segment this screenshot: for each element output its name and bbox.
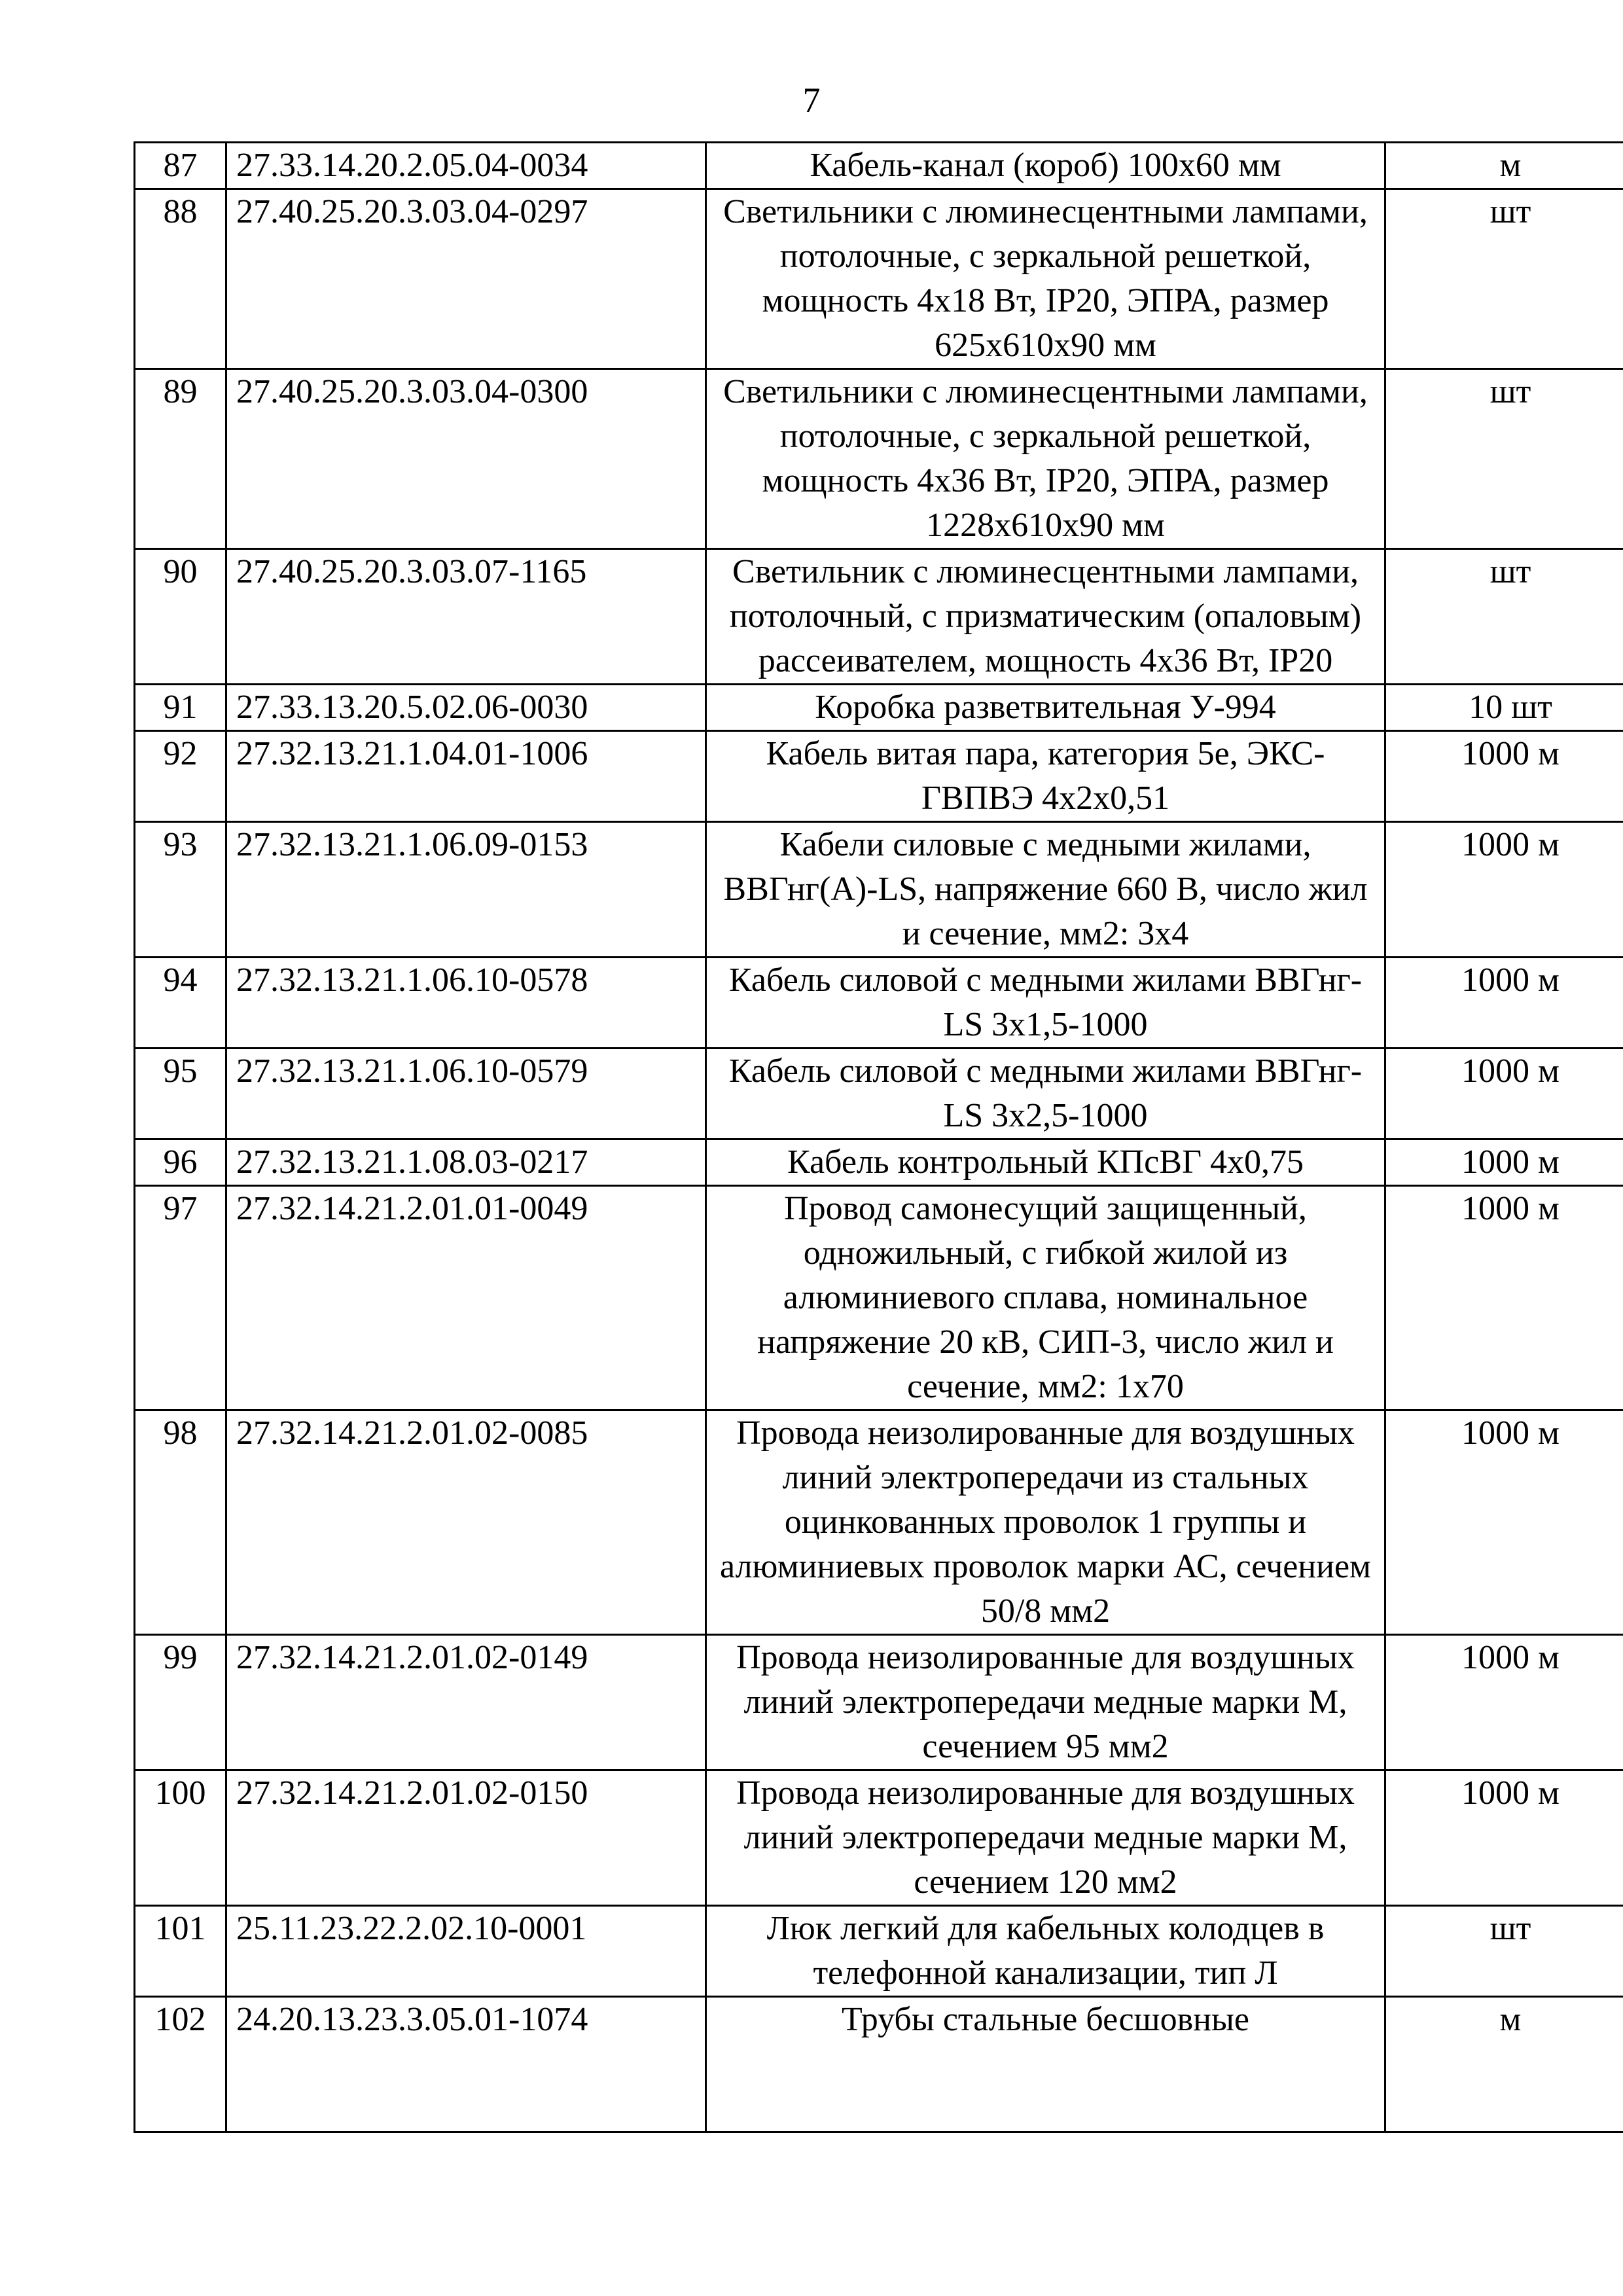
table-row bbox=[135, 1906, 1623, 1997]
row-code: 27.32.13.21.1.06.09-0153 bbox=[226, 822, 706, 958]
table-row bbox=[135, 822, 1623, 958]
row-name: Провода неизолированные для воздушных линий электропередачи из стальных оцинкованных проволок 1 группы и алюминиевых проволок марки АС, сечением 50/8 мм2 bbox=[706, 1410, 1385, 1635]
row-code: 27.32.13.21.1.06.10-0579 bbox=[226, 1049, 706, 1139]
row-number: 94 bbox=[135, 958, 226, 1049]
table-row bbox=[135, 549, 1623, 685]
row-number: 89 bbox=[135, 369, 226, 549]
row-code: 27.32.14.21.2.01.02-0085 bbox=[226, 1410, 706, 1635]
row-code: 27.32.13.21.1.08.03-0217 bbox=[226, 1139, 706, 1186]
row-unit: шт bbox=[1385, 369, 1623, 549]
table-row bbox=[135, 1635, 1623, 1770]
row-number: 96 bbox=[135, 1139, 226, 1186]
row-number: 97 bbox=[135, 1186, 226, 1410]
table-row bbox=[135, 731, 1623, 822]
row-unit: шт bbox=[1385, 189, 1623, 369]
materials-table bbox=[134, 141, 1623, 2133]
row-name: Кабель контрольный КПсВГ 4x0,75 bbox=[706, 1139, 1385, 1186]
table-row bbox=[135, 1770, 1623, 1906]
row-unit: 1000 м bbox=[1385, 731, 1623, 822]
row-unit: 1000 м bbox=[1385, 1049, 1623, 1139]
row-unit: м bbox=[1385, 143, 1623, 189]
page-number: 7 bbox=[802, 81, 821, 120]
row-code: 27.32.13.21.1.06.10-0578 bbox=[226, 958, 706, 1049]
row-name: Коробка разветвительная У-994 bbox=[706, 685, 1385, 731]
table-row bbox=[135, 1410, 1623, 1635]
row-name: Трубы стальные бесшовные bbox=[706, 1997, 1385, 2132]
row-number: 93 bbox=[135, 822, 226, 958]
row-name: Светильник с люминесцентными лампами, потолочный, с призматическим (опаловым) рассеивателем, мощность 4x36 Вт, IP20 bbox=[706, 549, 1385, 685]
row-name: Кабели силовые с медными жилами, ВВГнг(А)-LS, напряжение 660 В, число жил и сечение, мм2: 3x4 bbox=[706, 822, 1385, 958]
row-unit: 1000 м bbox=[1385, 1410, 1623, 1635]
row-code: 27.40.25.20.3.03.04-0300 bbox=[226, 369, 706, 549]
row-code: 24.20.13.23.3.05.01-1074 bbox=[226, 1997, 706, 2132]
table-row bbox=[135, 1997, 1623, 2132]
row-unit: м bbox=[1385, 1997, 1623, 2132]
table-row bbox=[135, 1049, 1623, 1139]
row-unit: шт bbox=[1385, 1906, 1623, 1997]
row-code: 27.33.13.20.5.02.06-0030 bbox=[226, 685, 706, 731]
row-unit: 1000 м bbox=[1385, 958, 1623, 1049]
row-unit: 10 шт bbox=[1385, 685, 1623, 731]
row-code: 27.32.14.21.2.01.02-0150 bbox=[226, 1770, 706, 1906]
row-unit: 1000 м bbox=[1385, 1139, 1623, 1186]
row-name: Кабель-канал (короб) 100x60 мм bbox=[706, 143, 1385, 189]
table-row bbox=[135, 685, 1623, 731]
row-number: 90 bbox=[135, 549, 226, 685]
row-unit: шт bbox=[1385, 549, 1623, 685]
row-number: 92 bbox=[135, 731, 226, 822]
row-name: Провода неизолированные для воздушных линий электропередачи медные марки М, сечением 120 мм2 bbox=[706, 1770, 1385, 1906]
row-code: 27.40.25.20.3.03.04-0297 bbox=[226, 189, 706, 369]
row-code: 27.40.25.20.3.03.07-1165 bbox=[226, 549, 706, 685]
row-name: Кабель силовой с медными жилами ВВГнг-LS 3x1,5-1000 bbox=[706, 958, 1385, 1049]
row-name: Провод самонесущий защищенный, одножильный, с гибкой жилой из алюминиевого сплава, номинальное напряжение 20 кВ, СИП-3, число жил и сечение, мм2: 1x70 bbox=[706, 1186, 1385, 1410]
table-row bbox=[135, 143, 1623, 189]
row-unit: 1000 м bbox=[1385, 822, 1623, 958]
row-number: 101 bbox=[135, 1906, 226, 1997]
row-number: 88 bbox=[135, 189, 226, 369]
row-number: 95 bbox=[135, 1049, 226, 1139]
row-unit: 1000 м bbox=[1385, 1635, 1623, 1770]
row-name: Кабель витая пара, категория 5e, ЭКС-ГВПВЭ 4x2x0,51 bbox=[706, 731, 1385, 822]
row-code: 25.11.23.22.2.02.10-0001 bbox=[226, 1906, 706, 1997]
row-number: 87 bbox=[135, 143, 226, 189]
row-name: Светильники с люминесцентными лампами, потолочные, с зеркальной решеткой, мощность 4x36 Вт, IP20, ЭПРА, размер 1228x610x90 мм bbox=[706, 369, 1385, 549]
row-code: 27.32.14.21.2.01.02-0149 bbox=[226, 1635, 706, 1770]
table-row bbox=[135, 1186, 1623, 1410]
row-code: 27.32.14.21.2.01.01-0049 bbox=[226, 1186, 706, 1410]
table-row bbox=[135, 1139, 1623, 1186]
row-number: 99 bbox=[135, 1635, 226, 1770]
row-unit: 1000 м bbox=[1385, 1770, 1623, 1906]
row-code: 27.32.13.21.1.04.01-1006 bbox=[226, 731, 706, 822]
row-name: Люк легкий для кабельных колодцев в телефонной канализации, тип Л bbox=[706, 1906, 1385, 1997]
row-number: 98 bbox=[135, 1410, 226, 1635]
row-number: 91 bbox=[135, 685, 226, 731]
table-row bbox=[135, 958, 1623, 1049]
row-code: 27.33.14.20.2.05.04-0034 bbox=[226, 143, 706, 189]
row-number: 102 bbox=[135, 1997, 226, 2132]
row-name: Кабель силовой с медными жилами ВВГнг-LS 3x2,5-1000 bbox=[706, 1049, 1385, 1139]
row-unit: 1000 м bbox=[1385, 1186, 1623, 1410]
row-name: Провода неизолированные для воздушных линий электропередачи медные марки М, сечением 95 мм2 bbox=[706, 1635, 1385, 1770]
materials-table-body bbox=[135, 143, 1623, 2132]
table-row bbox=[135, 189, 1623, 369]
row-name: Светильники с люминесцентными лампами, потолочные, с зеркальной решеткой, мощность 4x18 Вт, IP20, ЭПРА, размер 625x610x90 мм bbox=[706, 189, 1385, 369]
row-number: 100 bbox=[135, 1770, 226, 1906]
table-row bbox=[135, 369, 1623, 549]
